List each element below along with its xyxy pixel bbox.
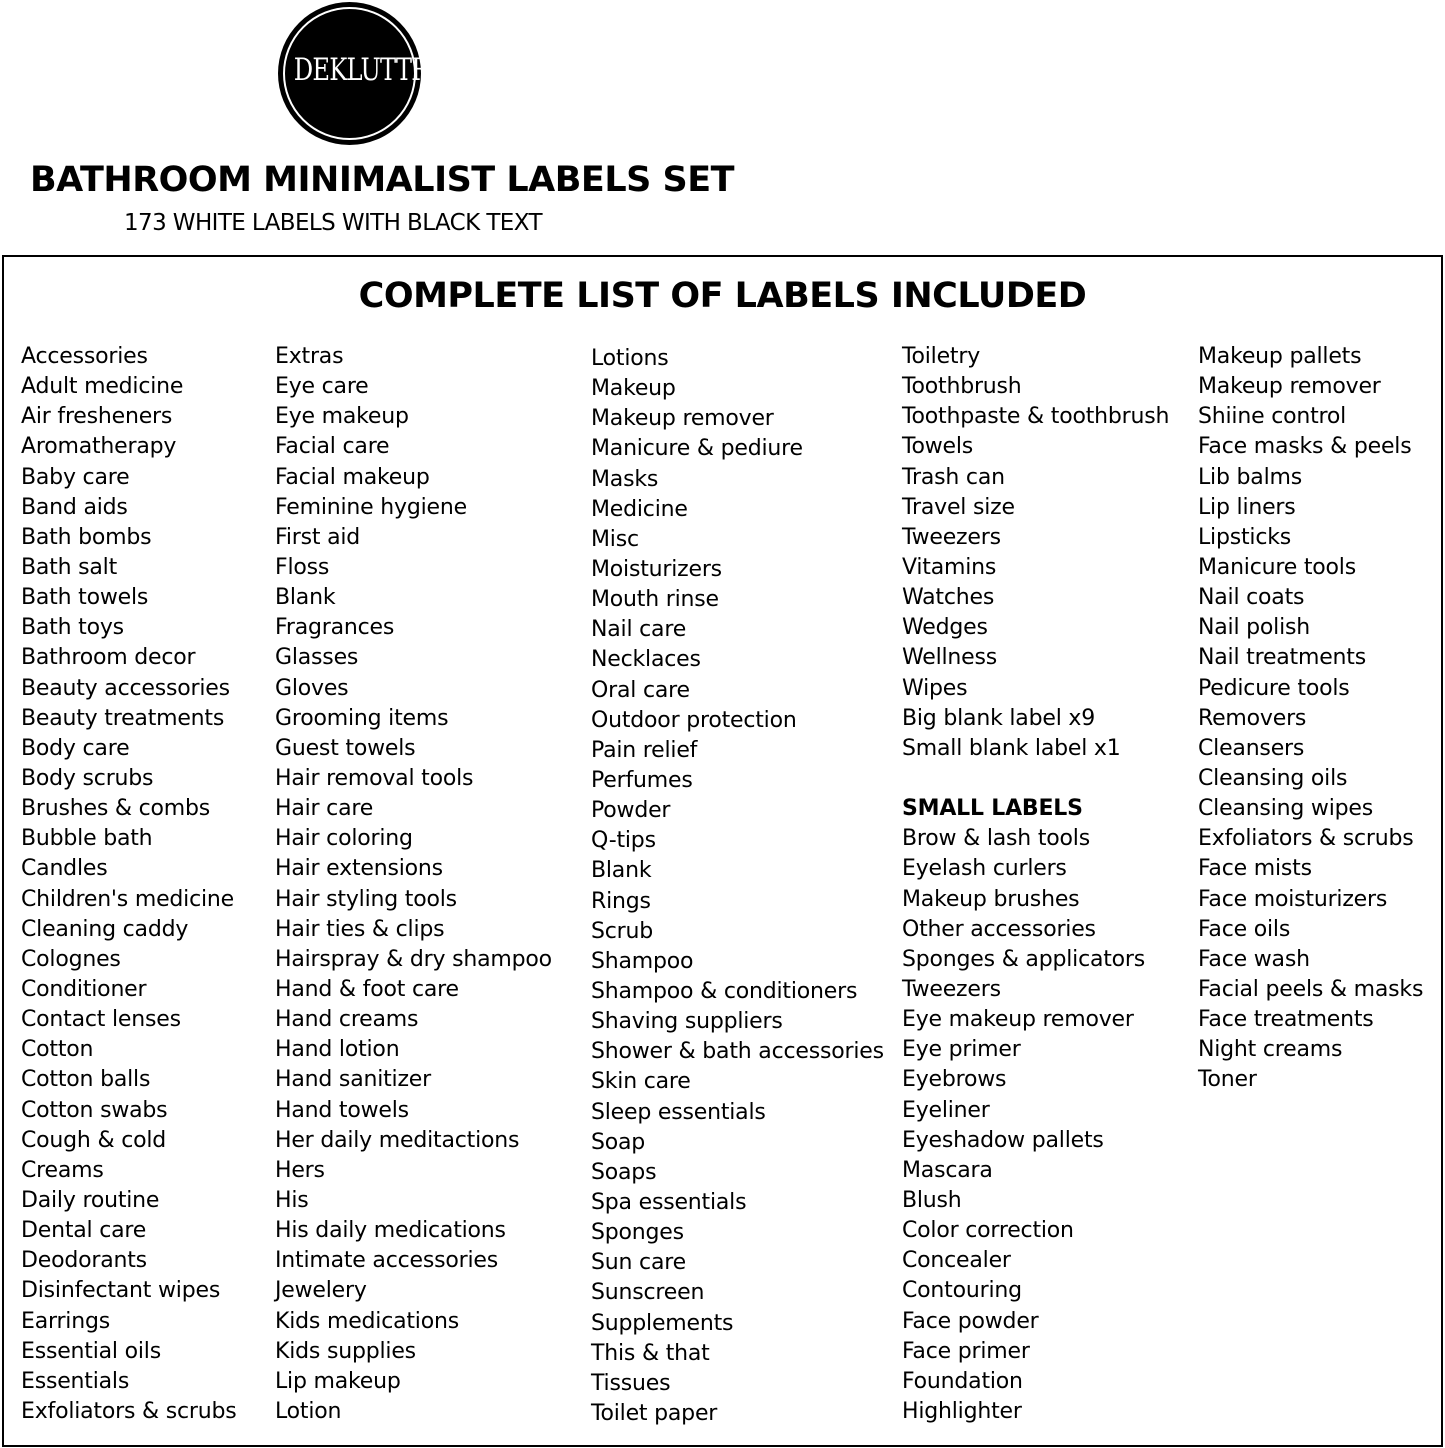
label-item: Pedicure tools (1198, 675, 1350, 701)
label-item: Scrub (591, 918, 654, 944)
label-item: His daily medications (275, 1218, 506, 1244)
label-item: Nail care (591, 617, 687, 643)
label-item: Cleaning caddy (21, 916, 189, 942)
label-item: Daily routine (21, 1187, 160, 1213)
label-item: Eye makeup remover (902, 1007, 1134, 1033)
label-item: Lotion (275, 1398, 342, 1424)
label-item: Wipes (902, 675, 968, 701)
label-item: Lip liners (1198, 494, 1296, 520)
label-item: Baby care (21, 464, 130, 490)
label-item: Oral care (591, 677, 690, 703)
labels-list-title: COMPLETE LIST OF LABELS INCLUDED (358, 276, 1087, 316)
label-item: Eye makeup (275, 404, 409, 430)
label-item: Hair ties & clips (275, 916, 445, 942)
label-item: Lotions (591, 346, 669, 371)
list-spacer (902, 764, 1169, 794)
label-item: Shaving suppliers (591, 1009, 783, 1035)
label-item: Mouth rinse (591, 587, 719, 613)
label-item: Lib balms (1198, 464, 1302, 490)
label-item: Facial peels & masks (1198, 976, 1424, 1002)
label-item: Cleansers (1198, 735, 1305, 761)
label-item: Towels (902, 434, 974, 460)
label-item: Sponges & applicators (902, 946, 1146, 972)
label-item: Moisturizers (591, 556, 722, 582)
label-item: Fragrances (275, 615, 395, 641)
label-item: Powder (591, 798, 671, 824)
label-item: Colognes (21, 946, 121, 972)
labels-column-3 (591, 344, 884, 1429)
label-item: Concealer (902, 1248, 1011, 1274)
label-item: Color correction (902, 1218, 1074, 1244)
label-item: Jewelery (275, 1278, 367, 1304)
label-item: Soaps (591, 1159, 657, 1185)
label-item: Tweezers (902, 976, 1001, 1002)
label-item: Bath toys (21, 615, 124, 641)
label-item: Toilet paper (591, 1400, 718, 1426)
label-item: Outdoor protection (591, 707, 797, 733)
label-item: Her daily meditactions (275, 1127, 520, 1153)
label-item: Dental care (21, 1218, 147, 1244)
label-item: Facial makeup (275, 464, 430, 490)
label-item: Blank (591, 858, 652, 884)
label-item: Essentials (21, 1368, 130, 1394)
label-item: This & that (591, 1340, 710, 1366)
label-item: Hand & foot care (275, 976, 459, 1002)
label-item: Sun care (591, 1250, 686, 1276)
label-item: Intimate accessories (275, 1248, 498, 1274)
label-item: Spa essentials (591, 1189, 747, 1215)
logo-text: DEKLUTTR (293, 52, 429, 88)
label-item: Makeup remover (591, 406, 774, 432)
label-item: Small blank label x1 (902, 735, 1121, 761)
label-item: Kids supplies (275, 1338, 416, 1364)
page-title: BATHROOM MINIMALIST LABELS SET (30, 160, 735, 200)
small-labels-heading: SMALL LABELS (902, 796, 1083, 822)
label-item: Cough & cold (21, 1127, 167, 1153)
label-item: Creams (21, 1157, 104, 1183)
label-item: First aid (275, 524, 361, 550)
label-item: Toiletry (902, 344, 981, 369)
label-item: Vitamins (902, 554, 997, 580)
label-item: Removers (1198, 705, 1307, 731)
label-item: Cotton (21, 1037, 94, 1063)
label-item: Makeup remover (1198, 374, 1381, 400)
label-item: Foundation (902, 1368, 1023, 1394)
label-item: Cleansing wipes (1198, 796, 1373, 822)
label-item: Brow & lash tools (902, 826, 1090, 852)
label-item: Grooming items (275, 705, 449, 731)
label-item: Bathroom decor (21, 645, 196, 671)
label-item: Extras (275, 344, 344, 369)
label-item: Eyebrows (902, 1067, 1007, 1093)
label-item: Candles (21, 856, 108, 882)
label-item: Makeup pallets (1198, 344, 1362, 369)
label-item: Facial care (275, 434, 390, 460)
label-item: Face wash (1198, 946, 1310, 972)
label-item: Cotton balls (21, 1067, 151, 1093)
label-item: Aromatherapy (21, 434, 177, 460)
label-item: Face mists (1198, 856, 1312, 882)
label-item: Air fresheners (21, 404, 173, 430)
label-item: Shampoo (591, 948, 694, 974)
label-item: Hand sanitizer (275, 1067, 431, 1093)
label-item: Bath bombs (21, 524, 152, 550)
labels-column-5 (1198, 342, 1423, 1096)
label-item: Makeup (591, 376, 676, 402)
label-item: Trash can (902, 464, 1005, 490)
page-subtitle: 173 WHITE LABELS WITH BLACK TEXT (124, 210, 542, 236)
label-item: Hair removal tools (275, 765, 474, 791)
label-item: Wellness (902, 645, 998, 671)
label-item: Hair extensions (275, 856, 443, 882)
label-item: Hand towels (275, 1097, 409, 1123)
label-item: Wedges (902, 615, 988, 641)
label-item: Soap (591, 1129, 646, 1155)
label-item: Night creams (1198, 1037, 1343, 1063)
label-item: Mascara (902, 1157, 993, 1183)
label-item: Hair care (275, 796, 374, 822)
labels-column-1 (21, 342, 237, 1427)
label-item: Face moisturizers (1198, 886, 1388, 912)
label-item: Contouring (902, 1278, 1022, 1304)
label-item: Exfoliators & scrubs (1198, 826, 1414, 852)
label-item: Toner (1198, 1067, 1257, 1093)
label-item: Highlighter (902, 1398, 1022, 1424)
label-item: Face treatments (1198, 1007, 1374, 1033)
label-item: Medicine (591, 496, 688, 522)
label-item: Eyeshadow pallets (902, 1127, 1104, 1153)
label-item: Accessories (21, 344, 148, 369)
label-item: Other accessories (902, 916, 1096, 942)
label-item: Rings (591, 888, 651, 914)
label-item: Face powder (902, 1308, 1039, 1334)
label-item: Bath towels (21, 585, 149, 611)
label-item: Cotton swabs (21, 1097, 168, 1123)
label-item: Sunscreen (591, 1280, 705, 1306)
label-item: Adult medicine (21, 374, 184, 400)
label-item: Hand lotion (275, 1037, 400, 1063)
label-item: Gloves (275, 675, 349, 701)
label-item: Blank (275, 585, 336, 611)
label-item: Earrings (21, 1308, 110, 1334)
label-item: Hair styling tools (275, 886, 457, 912)
label-item: Disinfectant wipes (21, 1278, 221, 1304)
label-item: Necklaces (591, 647, 701, 673)
label-item: Manicure tools (1198, 554, 1356, 580)
labels-column-2 (275, 342, 552, 1427)
label-item: Watches (902, 585, 995, 611)
label-item: Pain relief (591, 737, 698, 763)
label-item: Misc (591, 526, 639, 552)
label-item: Supplements (591, 1310, 734, 1336)
labels-column-4 (902, 342, 1169, 1427)
label-item: Face masks & peels (1198, 434, 1412, 460)
label-item: Feminine hygiene (275, 494, 467, 520)
label-item: Face oils (1198, 916, 1291, 942)
label-item: Conditioner (21, 976, 147, 1002)
label-item: Glasses (275, 645, 359, 671)
label-item: Beauty treatments (21, 705, 225, 731)
label-item: Beauty accessories (21, 675, 230, 701)
label-item: Brushes & combs (21, 796, 211, 822)
label-item: Bubble bath (21, 826, 153, 852)
label-item: Hairspray & dry shampoo (275, 946, 552, 972)
label-item: Nail treatments (1198, 645, 1366, 671)
label-item: Guest towels (275, 735, 416, 761)
label-item: Skin care (591, 1069, 691, 1095)
label-item: Eyelash curlers (902, 856, 1067, 882)
label-item: Hers (275, 1157, 325, 1183)
label-item: Tissues (591, 1370, 671, 1396)
label-item: Bath salt (21, 554, 118, 580)
label-item: Children's medicine (21, 886, 234, 912)
label-item: Toothbrush (902, 374, 1022, 400)
label-item: Nail polish (1198, 615, 1311, 641)
label-item: Exfoliators & scrubs (21, 1398, 237, 1424)
label-item: Eyeliner (902, 1097, 990, 1123)
label-item: Big blank label x9 (902, 705, 1096, 731)
label-item: Masks (591, 466, 659, 492)
label-item: Kids medications (275, 1308, 459, 1334)
label-item: Makeup brushes (902, 886, 1080, 912)
label-item: Essential oils (21, 1338, 161, 1364)
label-item: Blush (902, 1187, 962, 1213)
label-item: Eye primer (902, 1037, 1021, 1063)
label-item: Shiine control (1198, 404, 1347, 430)
label-item: Contact lenses (21, 1007, 181, 1033)
label-item: Nail coats (1198, 585, 1305, 611)
label-item: Deodorants (21, 1248, 147, 1274)
label-item: Hand creams (275, 1007, 419, 1033)
dekluttr-logo (278, 2, 429, 145)
label-item: Eye care (275, 374, 369, 400)
label-item: Toothpaste & toothbrush (902, 404, 1170, 430)
label-item: Tweezers (902, 524, 1001, 550)
label-item: Face primer (902, 1338, 1030, 1364)
label-item: Shampoo & conditioners (591, 978, 858, 1004)
label-item: Cleansing oils (1198, 765, 1348, 791)
label-item: Lip makeup (275, 1368, 401, 1394)
label-item: Lipsticks (1198, 524, 1292, 550)
label-item: Manicure & pediure (591, 436, 803, 462)
label-item: Hair coloring (275, 826, 413, 852)
label-item: Shower & bath accessories (591, 1039, 884, 1065)
label-item: Sponges (591, 1220, 684, 1246)
label-item: Perfumes (591, 767, 693, 793)
label-item: Body care (21, 735, 130, 761)
label-item: Body scrubs (21, 765, 154, 791)
label-item: Sleep essentials (591, 1099, 766, 1125)
label-item: Q-tips (591, 828, 656, 854)
label-item: Travel size (902, 494, 1015, 520)
label-item: Floss (275, 554, 330, 580)
label-item: His (275, 1187, 309, 1213)
label-item: Band aids (21, 494, 128, 520)
